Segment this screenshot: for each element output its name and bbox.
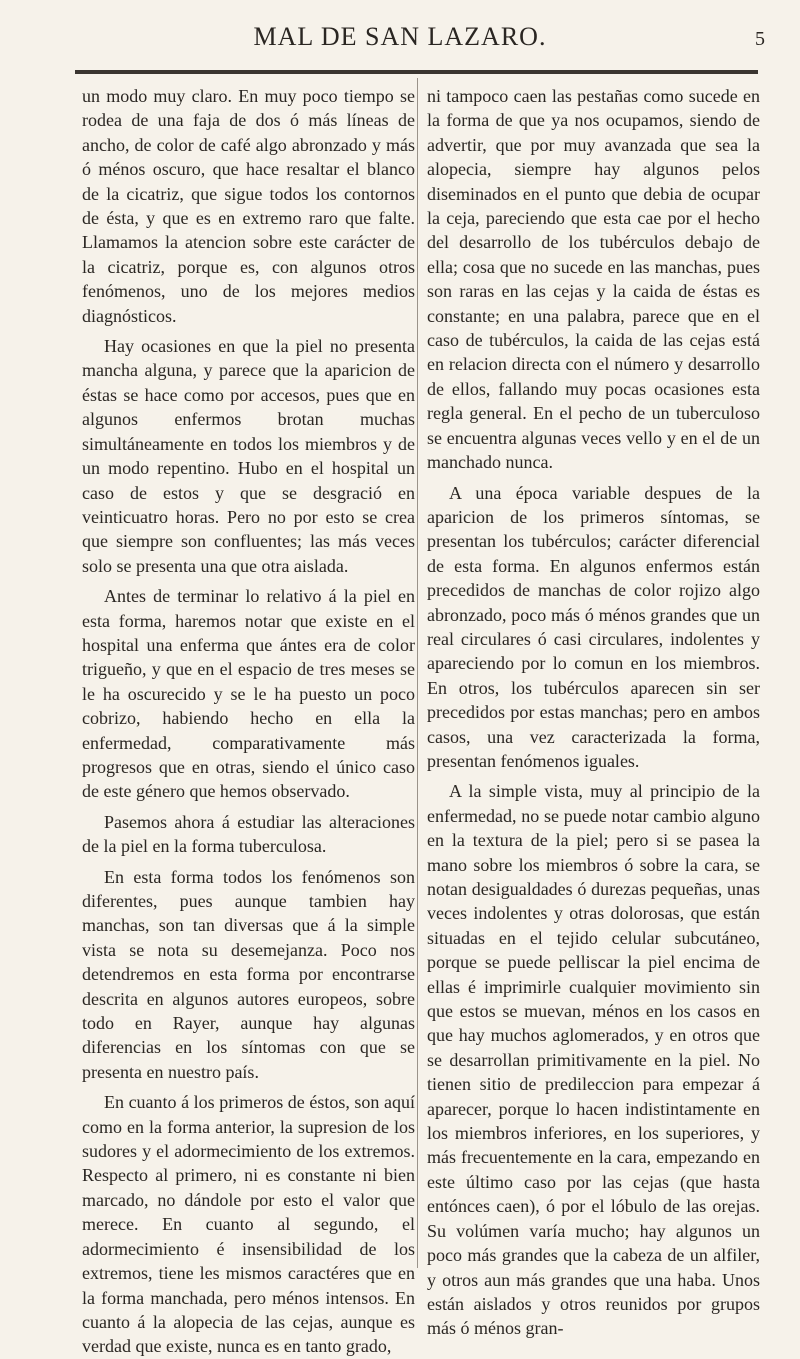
paragraph: ni tampoco caen las pestañas como sucede en la forma de que ya nos ocupamos, siendo de advertir, que por muy avanzada que sea la alopecia, siempre hay algunos pelos diseminados en el punto que debia de ocupar la ceja, pareciendo que esta cae por el hecho del desarrollo de los tubérculos debajo de ella; cosa que no sucede en las manchas, pues son raras en las cejas y la caida de éstas es constante; en una palabra, parece que en el caso de tubérculos, la caida de las cejas está en relacion directa con el número y desarrollo de ellos, fallando muy pocas ocasiones esta regla general. En el pecho de un tuberculoso se encuentra algunas veces vello y en el de un manchado nunca. [427, 86, 760, 473]
paragraph: Pasemos ahora á estudiar las alteraciones de la piel en la forma tuberculosa. [82, 811, 415, 857]
right-column [427, 84, 760, 1341]
paragraph: En cuanto á los primeros de éstos, son aquí como en la forma anterior, la supresion de los sudores y el adormecimiento de los extremos. Respecto al primero, ni es constante ni bien marcado, no dándole por esto el valor que merece. En cuanto al segundo, el adormecimiento é insensibilidad de los extremos, tiene les mismos caractéres que en la forma manchada, pero ménos intensos. En cuanto á la alopecia de las cejas, aunque es verdad que existe, nunca es en tanto grado, [82, 1092, 415, 1357]
header-rule [75, 70, 758, 74]
paragraph: Hay ocasiones en que la piel no presenta mancha alguna, y parece que la aparicion de éstas se hace como por accesos, pues que en algunos enfermos brotan muchas simultáneamente en todos los miembros y de un modo repentino. Hubo en el hospital un caso de estos y que se desgració en veinticuatro horas. Pero no por esto se crea que siempre son confluentes; las más veces solo se presenta una que otra aislada. [82, 336, 415, 576]
column-divider [417, 78, 418, 1268]
page-number: 5 [755, 28, 765, 50]
running-head-title: MAL DE SAN LAZARO. [253, 22, 547, 51]
paragraph: A la simple vista, muy al principio de la enfermedad, no se puede notar cambio alguno en la textura de la piel; pero si se pasea la mano sobre los miembros ó sobre la cara, se notan desigualdades ó durezas pequeñas, unas veces indolentes y otras dolorosas, que están situadas en el tejido celular subcutáneo, porque se puede pelliscar la piel encima de ellas é imprimirle cualquier movimiento sin que estos se muevan, ménos en los casos en que hay muchos aglomerados, y en otros que se desarrollan primitivamente en la piel. No tienen sitio de predileccion para empezar á aparecer, porque lo hacen indistintamente en los miembros inferiores, en los superiores, y más frecuentemente en la cara, empezando en este último caso por las cejas (que hasta entónces caen), ó por el lóbulo de las orejas. Su volúmen varía mucho; hay algunos un poco más grandes que la cabeza de un alfiler, y otros aun más grandes que una haba. Unos están aislados y otros reunidos por grupos más ó ménos gran- [427, 781, 760, 1339]
paragraph: A una época variable despues de la aparicion de los primeros síntomas, se presentan los tubérculos; carácter diferencial de esta forma. En algunos enfermos están precedidos de manchas de color rojizo algo abronzado, poco más ó ménos grandes que un real circulares ó casi circulares, indolentes y apareciendo por lo comun en los miembros. En otros, los tubérculos aparecen sin ser precedidos por estas manchas; pero en ambos casos, una vez caracterizada la forma, presentan fenómenos iguales. [427, 482, 760, 771]
paragraph: un modo muy claro. En muy poco tiempo se rodea de una faja de dos ó más líneas de ancho, de color de café algo abronzado y más ó ménos oscuro, que hace resaltar el blanco de la cicatriz, que sigue todos los contornos de ésta, y que es en extremo raro que falte. Llamamos la atencion sobre este carácter de la cicatriz, porque es, con algunos otros fenómenos, uno de los mejores medios diagnósticos. [82, 86, 415, 326]
paragraph: En esta forma todos los fenómenos son diferentes, pues aunque tambien hay manchas, son tan diversas que á la simple vista se nota su desemejanza. Poco nos detendremos en esta forma por encontrarse descrita en algunos autores europeos, sobre todo en Rayer, aunque hay algunas diferencias en los síntomas con que se presenta en nuestro país. [82, 866, 415, 1082]
paragraph: Antes de terminar lo relativo á la piel en esta forma, haremos notar que existe en el hospital una enferma que ántes era de color trigueño, y que en el espacio de tres meses se le ha oscurecido y se le ha puesto un poco cobrizo, habiendo hecho en ella la enfermedad, comparativamente más progresos que en otras, siendo el único caso de este género que hemos observado. [82, 586, 415, 802]
left-column [82, 84, 415, 1359]
